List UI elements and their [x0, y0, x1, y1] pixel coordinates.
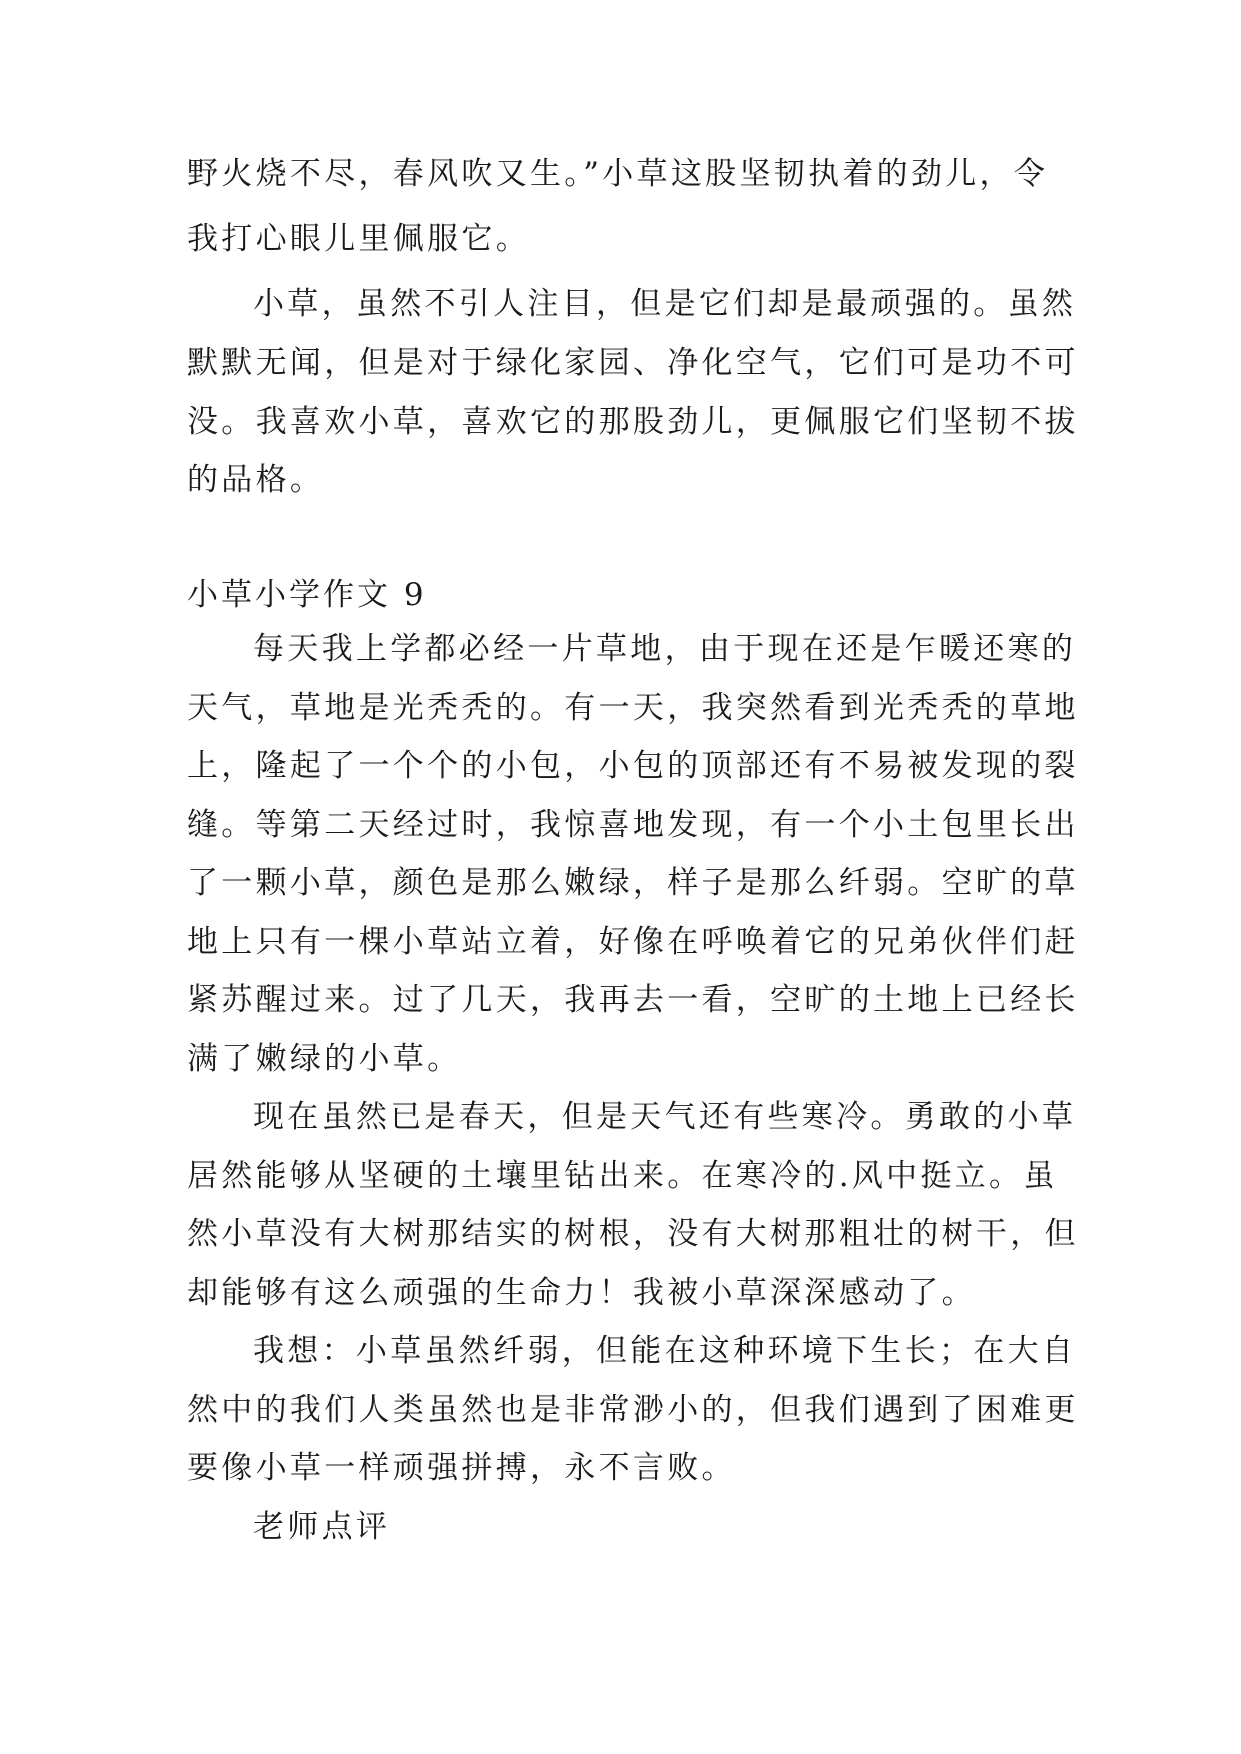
- paragraph-line: 我打心眼儿里佩服它。: [187, 221, 530, 257]
- teacher-comment-heading: 老师点评: [253, 1509, 391, 1545]
- paragraph-line: 紧苏醒过来。过了几天，我再去一看，空旷的土地上已经长: [187, 982, 1079, 1018]
- paragraph-line: 居然能够从坚硬的土壤里钻出来。在寒冷的.风中挺立。虽: [187, 1158, 1058, 1194]
- paragraph-line: 我想：小草虽然纤弱，但能在这种环境下生长；在大自: [253, 1333, 1077, 1369]
- paragraph-line: 要像小草一样顽强拼搏，永不言败。: [187, 1450, 736, 1486]
- paragraph-line: 了一颗小草，颜色是那么嫩绿，样子是那么纤弱。空旷的草: [187, 865, 1079, 901]
- paragraph-line: 现在虽然已是春天，但是天气还有些寒冷。勇敢的小草: [253, 1099, 1077, 1135]
- paragraph-line: 然小草没有大树那结实的树根，没有大树那粗壮的树干，但: [187, 1216, 1079, 1252]
- paragraph-line: 小草，虽然不引人注目，但是它们却是最顽强的。虽然: [253, 286, 1077, 322]
- essay-title: 小草小学作文 9: [187, 577, 427, 613]
- paragraph-line: 每天我上学都必经一片草地，由于现在还是乍暖还寒的: [253, 631, 1077, 667]
- paragraph-line: 地上只有一棵小草站立着，好像在呼唤着它的兄弟伙伴们赶: [187, 924, 1079, 960]
- paragraph-line: 野火烧不尽，春风吹又生。”小草这股坚韧执着的劲儿，令: [187, 156, 1049, 192]
- paragraph-line: 上，隆起了一个个的小包，小包的顶部还有不易被发现的裂: [187, 748, 1079, 784]
- paragraph-line: 没。我喜欢小草，喜欢它的那股劲儿，更佩服它们坚韧不拔: [187, 404, 1079, 440]
- paragraph-line: 然中的我们人类虽然也是非常渺小的，但我们遇到了困难更: [187, 1392, 1079, 1428]
- paragraph-line: 却能够有这么顽强的生命力！我被小草深深感动了。: [187, 1275, 976, 1311]
- paragraph-line: 天气，草地是光秃秃的。有一天，我突然看到光秃秃的草地: [187, 690, 1079, 726]
- paragraph-line: 默默无闻，但是对于绿化家园、净化空气，它们可是功不可: [187, 345, 1079, 381]
- paragraph-line: 的品格。: [187, 462, 325, 498]
- paragraph-line: 缝。等第二天经过时，我惊喜地发现，有一个小土包里长出: [187, 807, 1079, 843]
- paragraph-line: 满了嫩绿的小草。: [187, 1041, 462, 1077]
